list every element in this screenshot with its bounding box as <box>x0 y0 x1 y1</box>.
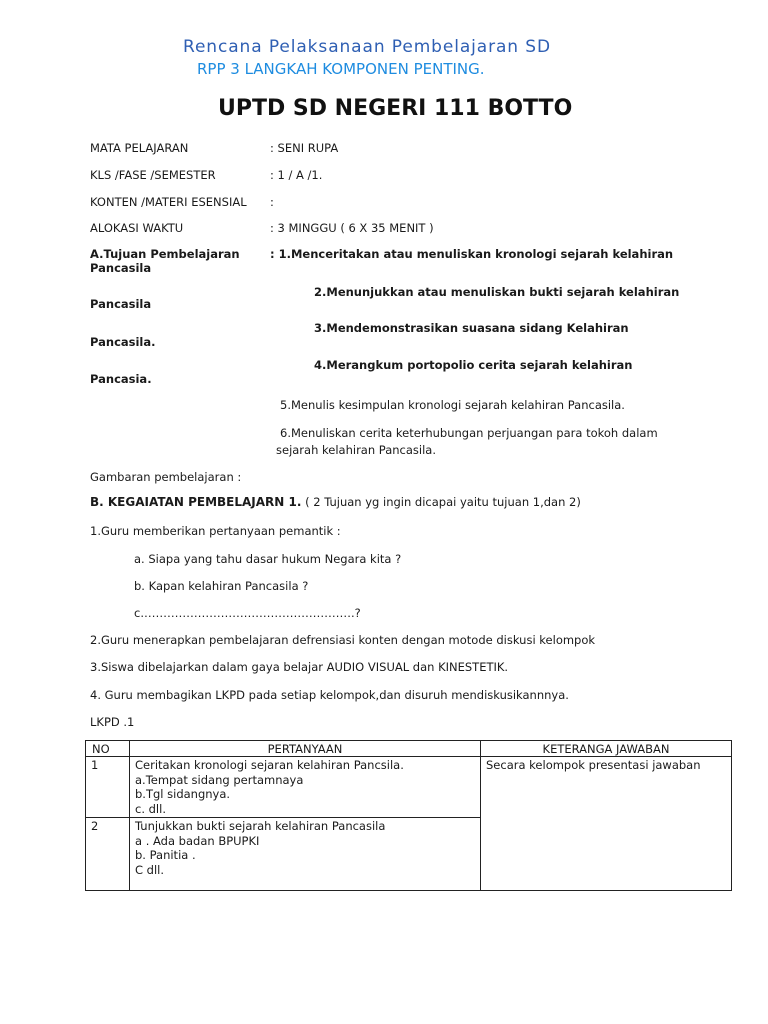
activity-heading-row <box>90 495 581 509</box>
activity-step-2: 2.Guru menerapkan pembelajaran defrensiasi konten dengan motode diskusi kelompok <box>90 633 596 647</box>
question-a: a. Siapa yang tahu dasar hukum Negara kita ? <box>134 552 402 566</box>
time-value: : 3 MINGGU ( 6 X 35 MENIT ) <box>270 221 434 235</box>
objective-6: 6.Menuliskan cerita keterhubungan perjuangan para tokoh dalam <box>280 426 658 440</box>
activity-heading: B. KEGAIATAN PEMBELAJARN 1. <box>90 495 302 509</box>
table-row <box>86 757 732 818</box>
row-question <box>130 757 481 818</box>
question-line: Ceritakan kronologi sejaran kelahiran Pancsila. <box>135 758 404 772</box>
question-c: c.……………………………………………….? <box>134 606 361 620</box>
document-title: Rencana Pelaksanaan Pembelajaran SD <box>183 37 551 57</box>
activity-step-4: 4. Guru membagikan LKPD pada setiap kelompok,dan disuruh mendiskusikannnya. <box>90 688 569 702</box>
class-label: KLS /FASE /SEMESTER <box>90 168 216 182</box>
objectives-label-cont: Pancasila <box>90 261 152 275</box>
objective-1: : 1.Menceritakan atau menuliskan kronologi sejarah kelahiran <box>270 247 674 261</box>
answer-text: Secara kelompok presentasi jawaban <box>486 758 701 772</box>
document-subtitle: RPP 3 LANGKAH KOMPONEN PENTING. <box>197 60 485 78</box>
subject-label: MATA PELAJARAN <box>90 141 189 155</box>
objective-3-cont: Pancasila. <box>90 335 156 349</box>
overview-label: Gambaran pembelajaran : <box>90 470 242 484</box>
objective-4-cont: Pancasia. <box>90 372 152 386</box>
objective-2-cont: Pancasila <box>90 297 152 311</box>
objective-5: 5.Menulis kesimpulan kronologi sejarah kelahiran Pancasila. <box>280 398 625 412</box>
question-line: a . Ada badan BPUPKI <box>135 833 260 848</box>
objective-4: 4.Merangkum portopolio cerita sejarah kelahiran <box>314 358 633 372</box>
header-no: NO <box>86 741 130 757</box>
objectives-label: A.Tujuan Pembelajaran <box>90 247 240 261</box>
activity-step-1: 1.Guru memberikan pertanyaan pemantik : <box>90 524 341 538</box>
question-line: a.Tempat sidang pertamnaya <box>135 772 304 787</box>
question-b: b. Kapan kelahiran Pancasila ? <box>134 579 309 593</box>
class-value: : 1 / A /1. <box>270 168 323 182</box>
question-line: b.Tgl sidangnya. <box>135 787 231 801</box>
objective-2: 2.Menunjukkan atau menuliskan bukti sejarah kelahiran <box>314 285 680 299</box>
table-header-row <box>86 741 732 757</box>
row-number: 2 <box>86 818 130 891</box>
header-question: PERTANYAAN <box>130 741 481 757</box>
question-line: Tunjukkan bukti sejarah kelahiran Pancasila <box>135 819 386 833</box>
row-answer <box>481 757 732 891</box>
question-line: b. Panitia . <box>135 848 196 862</box>
content-label: KONTEN /MATERI ESENSIAL <box>90 195 247 209</box>
row-question <box>130 818 481 891</box>
question-line: C dll. <box>135 862 165 877</box>
lkpd-label: LKPD .1 <box>90 715 135 729</box>
time-label: ALOKASI WAKTU <box>90 221 184 235</box>
objective-3: 3.Mendemonstrasikan suasana sidang Kelahiran <box>314 321 629 335</box>
school-name: UPTD SD NEGERI 111 BOTTO <box>218 96 573 121</box>
lkpd-table <box>85 740 732 891</box>
header-answer: KETERANGA JAWABAN <box>481 741 732 757</box>
objective-6-cont: sejarah kelahiran Pancasila. <box>276 443 437 457</box>
row-number: 1 <box>86 757 130 818</box>
activity-step-3: 3.Siswa dibelajarkan dalam gaya belajar AUDIO VISUAL dan KINESTETIK. <box>90 660 509 674</box>
content-value: : <box>270 195 274 209</box>
subject-value: : SENI RUPA <box>270 141 339 155</box>
activity-heading-note: ( 2 Tujuan yg ingin dicapai yaitu tujuan 1,dan 2) <box>301 495 581 509</box>
question-line: c. dll. <box>135 801 166 816</box>
